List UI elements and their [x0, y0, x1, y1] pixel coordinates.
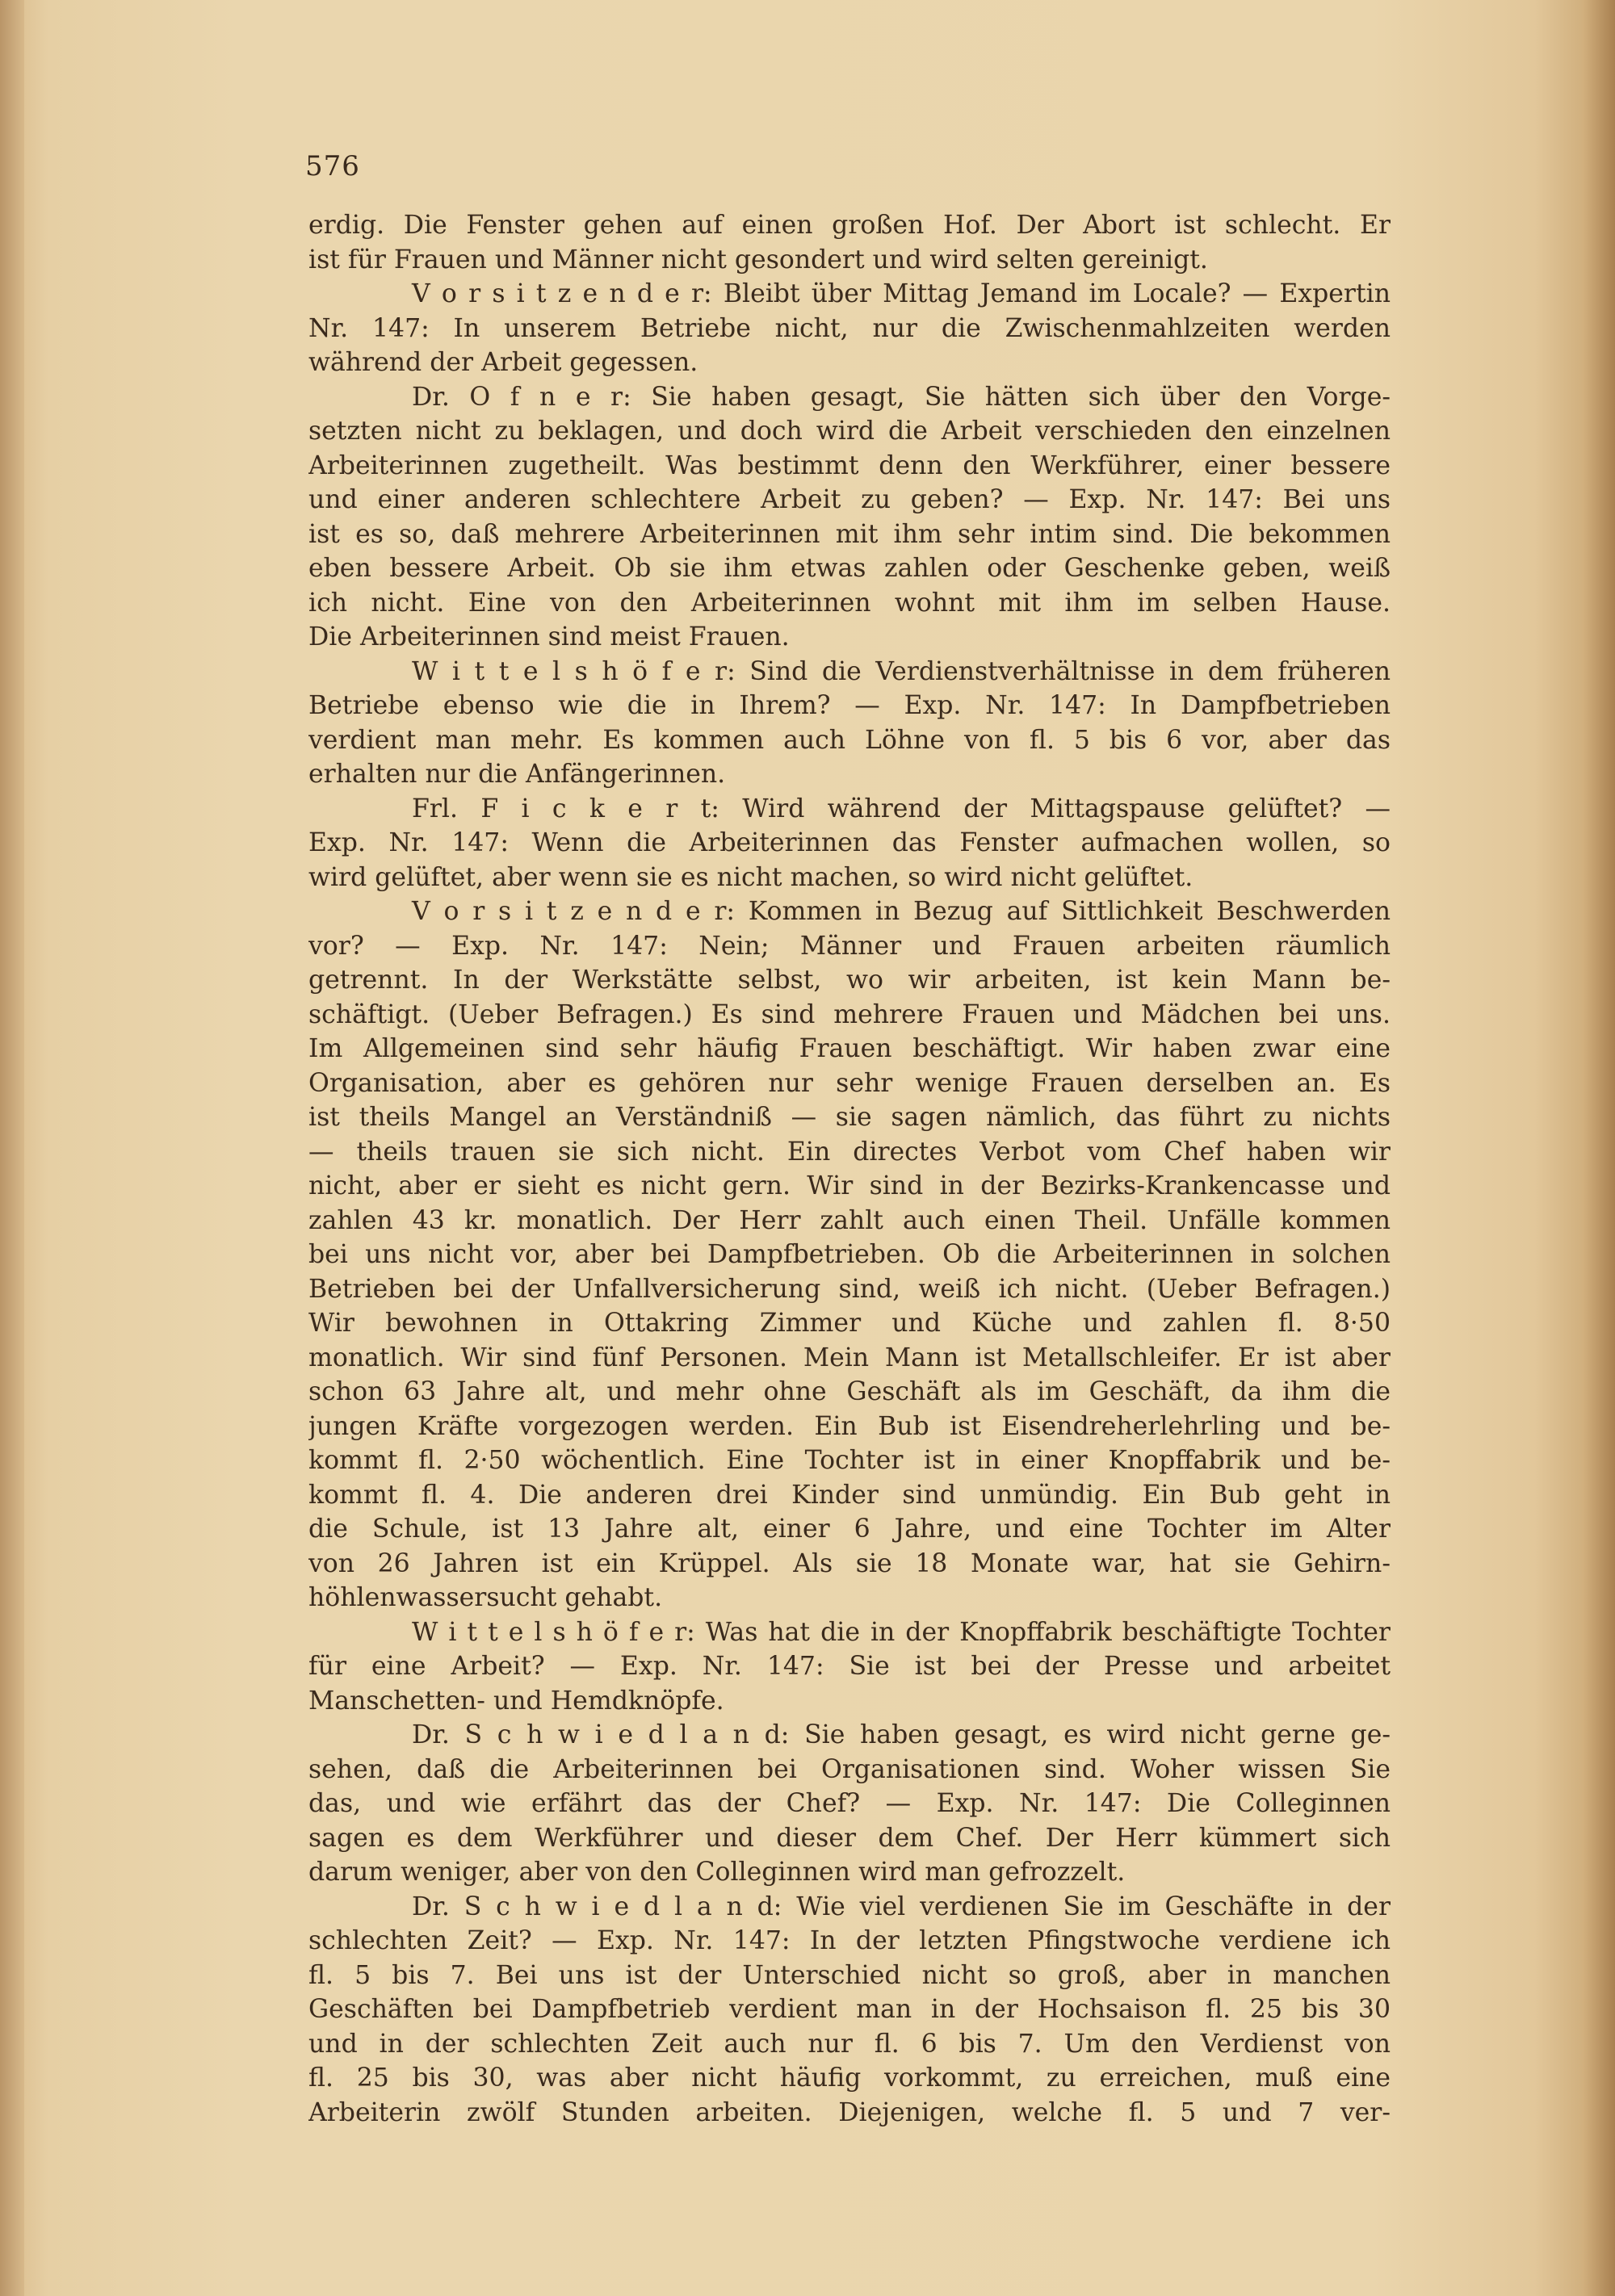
text-line: fl. 25 bis 30, was aber nicht häufig vorkommt, zu erreichen, muß eine [308, 2063, 1391, 2093]
text-line: ist es so, daß mehrere Arbeiterinnen mit ihm sehr intim sind. Die bekommen [308, 519, 1391, 549]
page-right-edge [1583, 0, 1615, 2296]
text-line: monatlich. Wir sind fünf Personen. Mein Mann ist Metallschleifer. Er ist aber [308, 1343, 1391, 1372]
text-line: V o r s i t z e n d e r: Bleibt über Mittag Jemand im Locale? — Expertin [412, 279, 1391, 308]
body-text [308, 208, 1391, 2130]
text-line: das, und wie erfährt das der Chef? — Exp. Nr. 147: Die Colleginnen [308, 1789, 1391, 1818]
page-left-edge [0, 0, 24, 2296]
text-line: Wir bewohnen in Ottakring Zimmer und Küche und zahlen fl. 8·50 [308, 1309, 1391, 1338]
paragraph [308, 208, 1391, 277]
paragraph [308, 1890, 1391, 2131]
text-line: Geschäften bei Dampfbetrieb verdient man in der Hochsaison fl. 25 bis 30 [308, 1995, 1391, 2024]
page-number: 576 [305, 150, 360, 182]
text-line: und einer anderen schlechtere Arbeit zu geben? — Exp. Nr. 147: Bei uns [308, 485, 1391, 514]
text-line: erdig. Die Fenster gehen auf einen großen Hof. Der Abort ist schlecht. Er [308, 211, 1391, 240]
text-line: wird gelüftet, aber wenn sie es nicht machen, so wird nicht gelüftet. [308, 862, 1193, 892]
text-line: ich nicht. Eine von den Arbeiterinnen wohnt mit ihm im selben Hause. [308, 588, 1391, 618]
text-line: Exp. Nr. 147: Wenn die Arbeiterinnen das Fenster aufmachen wollen, so [308, 828, 1391, 857]
text-line: ist für Frauen und Männer nicht gesondert und wird selten gereinigt. [308, 245, 1208, 274]
text-line: nicht, aber er sieht es nicht gern. Wir sind in der Bezirks-Krankencasse und [308, 1171, 1391, 1200]
text-line: darum weniger, aber von den Colleginnen wird man gefrozzelt. [308, 1858, 1126, 1887]
text-line: bei uns nicht vor, aber bei Dampfbetrieben. Ob die Arbeiterinnen in solchen [308, 1240, 1391, 1269]
text-line: und in der schlechten Zeit auch nur fl. 6 bis 7. Um den Verdienst von [308, 2029, 1391, 2059]
text-line: sagen es dem Werkführer und dieser dem Chef. Der Herr kümmert sich [308, 1823, 1391, 1853]
text-line: Frl. F i c k e r t: Wird während der Mittagspause gelüftet? — [412, 794, 1391, 823]
text-line: sehen, daß die Arbeiterinnen bei Organisationen sind. Woher wissen Sie [308, 1754, 1391, 1784]
text-line: Betriebe ebenso wie die in Ihrem? — Exp. Nr. 147: In Dampfbetrieben [308, 691, 1391, 720]
text-line: ist theils Mangel an Verständniß — sie sagen nämlich, das führt zu nichts [308, 1103, 1391, 1132]
text-line: W i t t e l s h ö f e r: Sind die Verdienstverhältnisse in dem früheren [412, 656, 1391, 686]
text-line: Im Allgemeinen sind sehr häufig Frauen beschäftigt. Wir haben zwar eine [308, 1034, 1391, 1063]
paragraph [308, 895, 1391, 1615]
text-line: vor? — Exp. Nr. 147: Nein; Männer und Frauen arbeiten räumlich [308, 931, 1391, 961]
text-line: Arbeiterinnen zugetheilt. Was bestimmt denn den Werkführer, einer bessere [308, 450, 1391, 480]
text-line: Nr. 147: In unserem Betriebe nicht, nur die Zwischenmahlzeiten werden [308, 313, 1391, 343]
text-line: V o r s i t z e n d e r: Kommen in Bezug auf Sittlichkeit Beschwerden [412, 897, 1391, 926]
text-line: eben bessere Arbeit. Ob sie ihm etwas zahlen oder Geschenke geben, weiß [308, 554, 1391, 583]
text-line: zahlen 43 kr. monatlich. Der Herr zahlt auch einen Theil. Unfälle kommen [308, 1205, 1391, 1235]
text-line: Arbeiterin zwölf Stunden arbeiten. Diejenigen, welche fl. 5 und 7 ver- [308, 2097, 1391, 2127]
text-line: — theils trauen sie sich nicht. Ein directes Verbot vom Chef haben wir [308, 1137, 1391, 1167]
text-line: Dr. S c h w i e d l a n d: Wie viel verdienen Sie im Geschäfte in der [412, 1892, 1391, 1921]
text-line: verdient man mehr. Es kommen auch Löhne von fl. 5 bis 6 vor, aber das [308, 725, 1391, 755]
text-line: jungen Kräfte vorgezogen werden. Ein Bub ist Eisendreherlehrling und be- [308, 1411, 1391, 1441]
paragraph [308, 277, 1391, 380]
text-line: Die Arbeiterinnen sind meist Frauen. [308, 622, 790, 652]
text-line: W i t t e l s h ö f e r: Was hat die in der Knopffabrik beschäftigte Tochter [412, 1617, 1391, 1647]
text-line: Manschetten- und Hemdknöpfe. [308, 1686, 724, 1716]
text-line: Dr. O f n e r: Sie haben gesagt, Sie hätten sich über den Vorge- [412, 382, 1391, 412]
text-line: Organisation, aber es gehören nur sehr wenige Frauen derselben an. Es [308, 1068, 1391, 1098]
text-line: Betrieben bei der Unfallversicherung sind, weiß ich nicht. (Ueber Befragen.) [308, 1274, 1391, 1304]
paragraph [308, 1718, 1391, 1890]
paragraph [308, 792, 1391, 895]
text-line: die Schule, ist 13 Jahre alt, einer 6 Jahre, und eine Tochter im Alter [308, 1515, 1391, 1544]
text-line: schlechten Zeit? — Exp. Nr. 147: In der letzten Pfingstwoche verdiene ich [308, 1926, 1391, 1955]
text-line: höhlenwassersucht gehabt. [308, 1583, 663, 1612]
text-line: kommt fl. 2·50 wöchentlich. Eine Tochter ist in einer Knopffabrik und be- [308, 1446, 1391, 1475]
text-line: während der Arbeit gegessen. [308, 348, 698, 377]
text-line: schäftigt. (Ueber Befragen.) Es sind mehrere Frauen und Mädchen bei uns. [308, 999, 1391, 1029]
text-line: setzten nicht zu beklagen, und doch wird die Arbeit verschieden den einzelnen [308, 417, 1391, 446]
text-line: Dr. S c h w i e d l a n d: Sie haben gesagt, es wird nicht gerne ge- [412, 1720, 1391, 1749]
paragraph [308, 655, 1391, 792]
text-line: erhalten nur die Anfängerinnen. [308, 760, 726, 789]
text-line: von 26 Jahren ist ein Krüppel. Als sie 18 Monate war, hat sie Gehirn- [308, 1548, 1391, 1578]
paragraph [308, 380, 1391, 655]
text-line: für eine Arbeit? — Exp. Nr. 147: Sie ist bei der Presse und arbeitet [308, 1652, 1391, 1681]
text-line: fl. 5 bis 7. Bei uns ist der Unterschied nicht so groß, aber in manchen [308, 1960, 1391, 1990]
text-line: schon 63 Jahre alt, und mehr ohne Geschäft als im Geschäft, da ihm die [308, 1377, 1391, 1406]
paragraph [308, 1615, 1391, 1719]
text-line: kommt fl. 4. Die anderen drei Kinder sind unmündig. Ein Bub geht in [308, 1480, 1391, 1510]
text-line: getrennt. In der Werkstätte selbst, wo wir arbeiten, ist kein Mann be- [308, 966, 1391, 995]
